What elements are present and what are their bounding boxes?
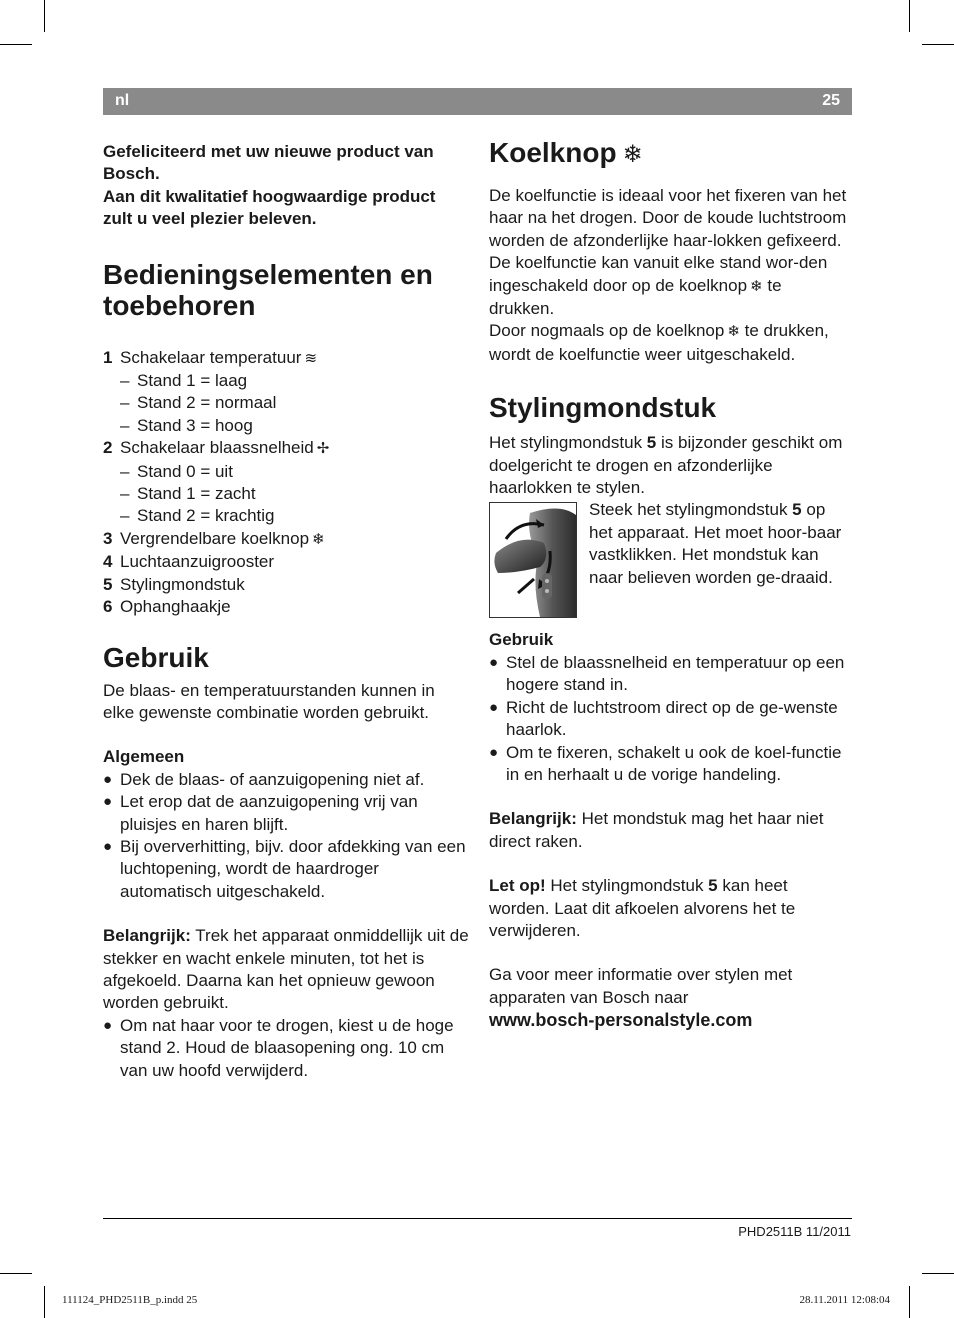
footer-model: PHD2511B 11/2011 [738, 1224, 851, 1239]
text-span: op het apparaat. Het moet hoor-baar vastklikken. Het mondstuk kan naar believen worden ge-draaid. [589, 500, 842, 587]
text-span: is bijzonder geschikt om doelgericht te drogen en afzonderlijke haarlokken te stylen. [489, 433, 843, 498]
print-slug-left: 111124_PHD2511B_p.indd 25 [62, 1294, 198, 1306]
styling-important-note [489, 808, 851, 853]
language-code: nl [115, 92, 130, 109]
text-span: te drukken. [489, 275, 782, 319]
list-item: ● Bij oververhitting, bijv. door afdekking van een luchtopening, wordt de haardroger automatisch uitgeschakeld. [103, 836, 469, 903]
list-item [103, 347, 469, 370]
cool-title [489, 137, 851, 170]
list-item [103, 370, 469, 437]
item-number: 6 [103, 597, 113, 617]
usage-intro: De blaas- en temperatuurstanden kunnen in elke gewenste combinatie worden gebruikt. [103, 680, 435, 722]
snowflake-icon: ❄ [750, 277, 763, 295]
list-item [103, 596, 469, 618]
snowflake-icon: ❄ [312, 530, 325, 548]
list-item: – Stand 0 = uit [103, 461, 469, 483]
styling-paragraph-1 [489, 432, 851, 499]
usage-title: Gebruik [103, 641, 209, 673]
text-span: Steek het stylingmondstuk [589, 500, 793, 520]
item-label: Ophanghaakje [120, 597, 231, 617]
list-item: ● Richt de luchtstroom direct op de ge-wenste haarlok. [489, 697, 851, 742]
right-column [489, 137, 851, 1032]
item-label: Vergrendelbare koelknop [120, 528, 310, 548]
crop-mark [909, 1286, 910, 1318]
sublist [103, 461, 469, 528]
text-span: kan heet worden. Laat dit afkoelen alvorens het te verwijderen. [489, 876, 796, 940]
styling-title: Stylingmondstuk [489, 392, 717, 424]
list-item: – Stand 2 = krachtig [103, 505, 469, 527]
crop-mark [44, 1286, 45, 1318]
use-heading: Gebruik [489, 630, 554, 650]
sublist [103, 370, 469, 437]
crop-mark [922, 1273, 954, 1274]
figure-row [489, 499, 851, 615]
crop-mark [909, 0, 910, 32]
hairdryer-icon [490, 503, 576, 617]
snowflake-icon: ❄ [622, 141, 643, 168]
page-number: 25 [822, 92, 840, 109]
list-item: – Stand 1 = laag [103, 370, 469, 392]
crop-mark [44, 0, 45, 32]
general-bullets [103, 769, 469, 903]
controls-list [103, 347, 469, 619]
snowflake-icon: ❄ [727, 323, 740, 341]
heat-icon: ≋ [304, 349, 318, 367]
text-span: Het stylingmondstuk [545, 876, 709, 896]
text-span: 5 [792, 500, 802, 520]
item-number: 4 [103, 552, 113, 572]
fan-icon: ✢ [316, 440, 330, 458]
list-item: ● Let erop dat de aanzuigopening vrij van pluisjes en haren blijft. [103, 791, 469, 836]
list-item: ● Om nat haar voor te drogen, kiest u de hoge stand 2. Houd de blaasopening ong. 10 cm van uw hoofd verwijderd. [103, 1015, 469, 1082]
figure-text [589, 499, 851, 589]
crop-mark [922, 44, 954, 45]
general-heading: Algemeen [103, 747, 185, 767]
text-span: Door nogmaals op de koelknop [489, 321, 725, 341]
caution-label: Let op! [489, 876, 546, 896]
item-label: Luchtaanzuigrooster [120, 552, 275, 572]
list-item: ● Om te fixeren, schakelt u ook de koel-functie in en herhaalt u de vorige handeling. [489, 742, 851, 787]
list-item: – Stand 2 = normaal [103, 392, 469, 414]
list-item [103, 461, 469, 528]
item-label: Schakelaar temperatuur [120, 347, 302, 367]
intro-line-1: Gefeliciteerd met uw nieuwe product van Bosch. [103, 142, 434, 184]
text-span: Het stylingmondstuk [489, 433, 647, 453]
cool-paragraph-3 [489, 320, 851, 366]
text-span: De koelfunctie kan vanuit elke stand wor-den ingeschakeld door op de koelknop [489, 253, 828, 295]
list-item: ● Stel de blaassnelheid en temperatuur op een hogere stand in. [489, 652, 851, 697]
caution-note [489, 875, 851, 942]
item-label: Schakelaar blaassnelheid [120, 438, 314, 458]
controls-title: Bedieningselementen en toebehoren [103, 258, 433, 321]
use-bullets [489, 652, 851, 786]
website-link[interactable]: www.bosch-personalstyle.com [489, 1010, 753, 1031]
item-number: 1 [103, 347, 113, 367]
crop-mark [0, 44, 32, 45]
list-item: – Stand 1 = zacht [103, 483, 469, 505]
hairdryer-nozzle-illustration [489, 502, 577, 618]
final-bullets [103, 1015, 469, 1082]
left-column [103, 141, 469, 1082]
item-number: 2 [103, 438, 113, 458]
important-label: Belangrijk: [103, 926, 191, 946]
print-slug-right: 28.11.2011 12:08:04 [799, 1294, 890, 1306]
text-span: 5 [708, 876, 718, 896]
footer-rule [103, 1218, 852, 1219]
more-info: Ga voor meer informatie over stylen met apparaten van Bosch naar [489, 965, 793, 1007]
important-text: Het mondstuk mag het haar niet direct raken. [489, 809, 824, 851]
cool-paragraph-1: De koelfunctie is ideaal voor het fixeren van het haar na het drogen. Door de koude luchtstroom worden de afzonderlijke haar-lokken gefixeerd. [489, 186, 847, 250]
list-item [103, 528, 469, 551]
page-header-bar [103, 88, 852, 115]
crop-mark [0, 1273, 32, 1274]
item-number: 3 [103, 528, 113, 548]
cool-title-text: Koelknop [489, 137, 617, 168]
important-text: Trek het apparaat onmiddellijk uit de stekker en wacht enkele minuten, tot het is afgekoeld. Daarna kan het opnieuw gewoon worden gebruikt. [103, 926, 469, 1013]
important-note [103, 925, 469, 1015]
list-item: – Stand 3 = hoog [103, 415, 469, 437]
list-item [103, 574, 469, 596]
item-label: Stylingmondstuk [120, 574, 245, 594]
cool-paragraph-2 [489, 252, 851, 320]
text-span: 5 [646, 433, 657, 453]
list-item: ● Dek de blaas- of aanzuigopening niet af. [103, 769, 469, 791]
list-item [103, 437, 469, 460]
list-item [103, 551, 469, 573]
important-label: Belangrijk: [489, 809, 577, 829]
text-span: te drukken, wordt de koelfunctie weer uitgeschakeld. [489, 321, 829, 364]
item-number: 5 [103, 574, 113, 594]
intro-line-2: Aan dit kwalitatief hoogwaardige product zult u veel plezier beleven. [103, 186, 436, 229]
